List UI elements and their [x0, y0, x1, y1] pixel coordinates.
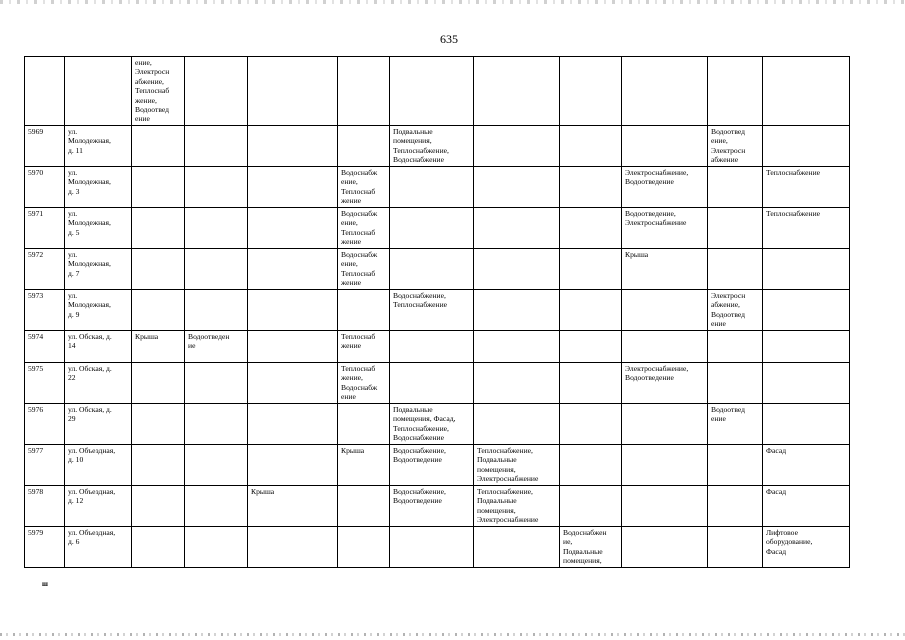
- work-type-cell: ение, Электросн абжение, Теплоснаб жение, Водоотвед ение: [132, 57, 185, 126]
- record-number-cell: 5969: [25, 126, 65, 167]
- work-type-cell: [763, 404, 850, 445]
- work-type-cell: [248, 126, 338, 167]
- work-type-cell: [185, 126, 248, 167]
- work-type-cell: Водоснабж ение, Теплоснаб жение: [338, 167, 390, 208]
- table-row: [25, 249, 850, 290]
- work-type-cell: Фасад: [763, 445, 850, 486]
- record-number-cell: 5977: [25, 445, 65, 486]
- table-row: [25, 57, 850, 126]
- record-number-cell: 5979: [25, 527, 65, 568]
- work-type-cell: [622, 290, 708, 331]
- work-type-cell: [390, 208, 474, 249]
- table-row: [25, 208, 850, 249]
- register-body: [25, 57, 850, 568]
- work-type-cell: [560, 404, 622, 445]
- work-type-cell: [390, 249, 474, 290]
- work-type-cell: [132, 527, 185, 568]
- work-type-cell: [338, 404, 390, 445]
- record-number-cell: 5975: [25, 363, 65, 404]
- address-cell: ул. Обская, д. 22: [65, 363, 132, 404]
- footer-mark: ш: [42, 580, 48, 588]
- work-type-cell: [708, 208, 763, 249]
- table-row: [25, 363, 850, 404]
- record-number-cell: 5978: [25, 486, 65, 527]
- table-row: [25, 486, 850, 527]
- work-type-cell: [248, 57, 338, 126]
- work-type-cell: [622, 57, 708, 126]
- work-type-cell: [132, 445, 185, 486]
- work-type-cell: [132, 167, 185, 208]
- work-type-cell: [560, 57, 622, 126]
- work-type-cell: Теплоснабжение, Подвальные помещения, Электроснабжение: [474, 486, 560, 527]
- work-type-cell: [185, 290, 248, 331]
- work-type-cell: [708, 57, 763, 126]
- work-type-cell: [763, 290, 850, 331]
- address-cell: ул. Объездная, д. 10: [65, 445, 132, 486]
- record-number-cell: 5976: [25, 404, 65, 445]
- work-type-cell: [622, 445, 708, 486]
- work-type-cell: [474, 57, 560, 126]
- work-type-cell: [248, 527, 338, 568]
- address-cell: ул. Объездная, д. 12: [65, 486, 132, 527]
- work-type-cell: Фасад: [763, 486, 850, 527]
- work-type-cell: [560, 331, 622, 363]
- work-type-cell: [248, 167, 338, 208]
- work-type-cell: [560, 363, 622, 404]
- work-type-cell: [132, 363, 185, 404]
- record-number-cell: 5973: [25, 290, 65, 331]
- work-type-cell: [248, 445, 338, 486]
- work-type-cell: [185, 57, 248, 126]
- record-number-cell: 5974: [25, 331, 65, 363]
- work-type-cell: [390, 527, 474, 568]
- address-cell: ул. Молодежная, д. 5: [65, 208, 132, 249]
- work-type-cell: [708, 331, 763, 363]
- work-type-cell: [185, 527, 248, 568]
- work-type-cell: [132, 208, 185, 249]
- work-type-cell: [708, 249, 763, 290]
- work-type-cell: [763, 249, 850, 290]
- record-number-cell: 5971: [25, 208, 65, 249]
- work-type-cell: [248, 249, 338, 290]
- work-type-cell: [248, 404, 338, 445]
- work-type-cell: Крыша: [132, 331, 185, 363]
- work-type-cell: [390, 167, 474, 208]
- scan-edge-bottom: [0, 633, 905, 636]
- work-type-cell: [560, 290, 622, 331]
- work-type-cell: [474, 404, 560, 445]
- record-number-cell: 5972: [25, 249, 65, 290]
- work-type-cell: [338, 486, 390, 527]
- work-type-cell: Крыша: [338, 445, 390, 486]
- work-type-cell: [338, 57, 390, 126]
- work-type-cell: [338, 290, 390, 331]
- work-type-cell: [560, 249, 622, 290]
- work-type-cell: [248, 331, 338, 363]
- work-type-cell: Крыша: [248, 486, 338, 527]
- work-type-cell: Водоснабжение, Водоотведение: [390, 486, 474, 527]
- work-type-cell: [474, 249, 560, 290]
- work-type-cell: [474, 126, 560, 167]
- work-type-cell: [622, 486, 708, 527]
- register-table: [24, 56, 850, 568]
- work-type-cell: Водоснабж ение, Теплоснаб жение: [338, 249, 390, 290]
- work-type-cell: [622, 404, 708, 445]
- work-type-cell: Водоотведен ие: [185, 331, 248, 363]
- address-cell: ул. Молодежная, д. 3: [65, 167, 132, 208]
- work-type-cell: [622, 527, 708, 568]
- work-type-cell: Водоотвед ение, Электросн абжение: [708, 126, 763, 167]
- work-type-cell: Электроснабжение, Водоотведение: [622, 167, 708, 208]
- work-type-cell: Водоснабжение, Теплоснабжение: [390, 290, 474, 331]
- work-type-cell: [560, 126, 622, 167]
- work-type-cell: Теплоснабжение: [763, 167, 850, 208]
- work-type-cell: [132, 249, 185, 290]
- work-type-cell: [708, 486, 763, 527]
- work-type-cell: Теплоснаб жение: [338, 331, 390, 363]
- work-type-cell: [708, 167, 763, 208]
- address-cell: ул. Объездная, д. 6: [65, 527, 132, 568]
- work-type-cell: [338, 527, 390, 568]
- table-row: [25, 527, 850, 568]
- work-type-cell: [338, 126, 390, 167]
- table-row: [25, 290, 850, 331]
- address-cell: ул. Молодежная, д. 9: [65, 290, 132, 331]
- work-type-cell: [763, 57, 850, 126]
- work-type-cell: [185, 167, 248, 208]
- work-type-cell: Теплоснабжение: [763, 208, 850, 249]
- work-type-cell: [474, 167, 560, 208]
- work-type-cell: [708, 527, 763, 568]
- record-number-cell: [25, 57, 65, 126]
- work-type-cell: [474, 290, 560, 331]
- address-cell: ул. Молодежная, д. 11: [65, 126, 132, 167]
- work-type-cell: [185, 486, 248, 527]
- work-type-cell: [185, 363, 248, 404]
- work-type-cell: [132, 486, 185, 527]
- work-type-cell: [708, 445, 763, 486]
- work-type-cell: Водоснабж ение, Теплоснаб жение: [338, 208, 390, 249]
- work-type-cell: [185, 208, 248, 249]
- work-type-cell: [248, 290, 338, 331]
- work-type-cell: [390, 331, 474, 363]
- work-type-cell: [185, 404, 248, 445]
- work-type-cell: [474, 331, 560, 363]
- work-type-cell: [560, 208, 622, 249]
- work-type-cell: Подвальные помещения, Фасад, Теплоснабжение, Водоснабжение: [390, 404, 474, 445]
- work-type-cell: [560, 167, 622, 208]
- work-type-cell: [622, 126, 708, 167]
- work-type-cell: [390, 57, 474, 126]
- work-type-cell: [185, 445, 248, 486]
- work-type-cell: [474, 208, 560, 249]
- address-cell: [65, 57, 132, 126]
- work-type-cell: [560, 445, 622, 486]
- record-number-cell: 5970: [25, 167, 65, 208]
- work-type-cell: [763, 331, 850, 363]
- work-type-cell: [248, 363, 338, 404]
- work-type-cell: Подвальные помещения, Теплоснабжение, Водоснабжение: [390, 126, 474, 167]
- scan-edge-top: [0, 0, 905, 4]
- work-type-cell: Водоотвед ение: [708, 404, 763, 445]
- work-type-cell: Электросн абжение, Водоотвед ение: [708, 290, 763, 331]
- work-type-cell: [560, 486, 622, 527]
- work-type-cell: [248, 208, 338, 249]
- work-type-cell: Крыша: [622, 249, 708, 290]
- page-number: 635: [440, 32, 458, 46]
- work-type-cell: [474, 363, 560, 404]
- work-type-cell: [708, 363, 763, 404]
- table-row: [25, 126, 850, 167]
- work-type-cell: [763, 126, 850, 167]
- work-type-cell: [185, 249, 248, 290]
- work-type-cell: Лифтовое оборудование, Фасад: [763, 527, 850, 568]
- work-type-cell: Электроснабжение, Водоотведение: [622, 363, 708, 404]
- work-type-cell: Теплоснабжение, Подвальные помещения, Электроснабжение: [474, 445, 560, 486]
- address-cell: ул. Молодежная, д. 7: [65, 249, 132, 290]
- work-type-cell: [763, 363, 850, 404]
- work-type-cell: [622, 331, 708, 363]
- work-type-cell: Водоотведение, Электроснабжение: [622, 208, 708, 249]
- work-type-cell: [132, 290, 185, 331]
- work-type-cell: Теплоснаб жение, Водоснабж ение: [338, 363, 390, 404]
- work-type-cell: Водоснабжение, Водоотведение: [390, 445, 474, 486]
- address-cell: ул. Обская, д. 14: [65, 331, 132, 363]
- work-type-cell: [132, 126, 185, 167]
- work-type-cell: [474, 527, 560, 568]
- address-cell: ул. Обская, д. 29: [65, 404, 132, 445]
- work-type-cell: [390, 363, 474, 404]
- table-row: [25, 445, 850, 486]
- work-type-cell: [132, 404, 185, 445]
- table-row: [25, 331, 850, 363]
- work-type-cell: Водоснабжен ие, Подвальные помещения,: [560, 527, 622, 568]
- table-row: [25, 404, 850, 445]
- table-row: [25, 167, 850, 208]
